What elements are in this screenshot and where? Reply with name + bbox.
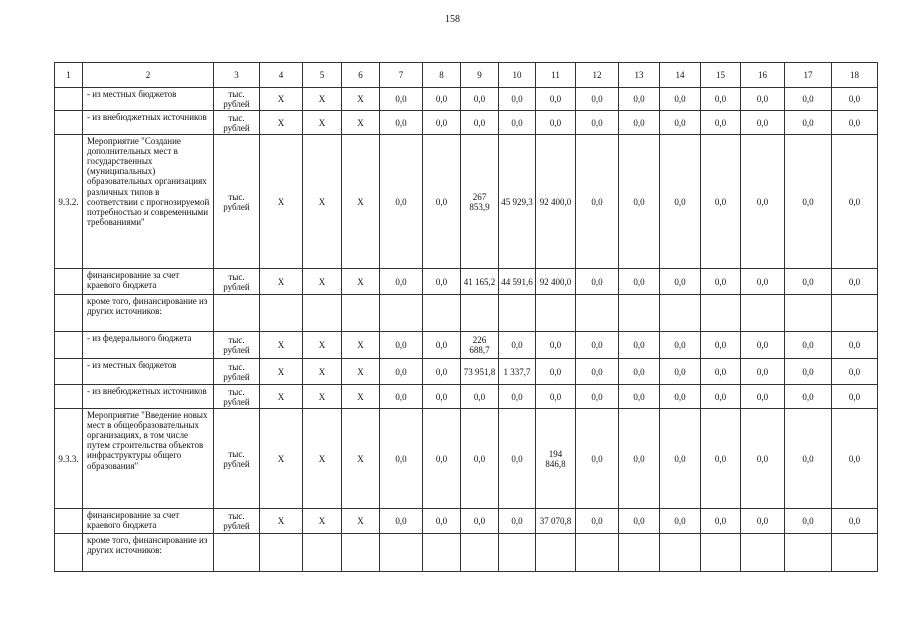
item-name-cell: Мероприятие "Создание дополнительных мест в государственных (муниципальных) образовательных организациях различных типов в соответствии с прогнозируемой потребностью и современными требованиями" bbox=[83, 135, 214, 269]
value-cell: 0,0 bbox=[499, 111, 536, 135]
value-cell: 0,0 bbox=[785, 111, 832, 135]
table-row bbox=[55, 359, 878, 385]
value-cell: 0,0 bbox=[785, 332, 832, 359]
value-cell bbox=[536, 534, 576, 572]
value-cell: 0,0 bbox=[576, 509, 619, 534]
value-cell: 0,0 bbox=[832, 135, 878, 269]
value-cell: 0,0 bbox=[380, 111, 423, 135]
value-cell: 0,0 bbox=[832, 111, 878, 135]
row-number-cell bbox=[55, 359, 83, 385]
value-cell: X bbox=[303, 409, 342, 509]
value-cell: 0,0 bbox=[536, 359, 576, 385]
value-cell: X bbox=[342, 409, 380, 509]
value-cell: X bbox=[342, 509, 380, 534]
value-cell: 0,0 bbox=[576, 332, 619, 359]
value-cell: 0,0 bbox=[741, 359, 785, 385]
row-number-cell: 9.3.3. bbox=[55, 409, 83, 509]
value-cell bbox=[423, 295, 461, 332]
item-name-cell: - из местных бюджетов bbox=[83, 88, 214, 111]
value-cell: тыс. рублей bbox=[214, 359, 260, 385]
value-cell bbox=[303, 295, 342, 332]
value-cell bbox=[461, 295, 499, 332]
item-name-cell: - из внебюджетных источников bbox=[83, 111, 214, 135]
value-cell: 0,0 bbox=[741, 332, 785, 359]
value-cell: 0,0 bbox=[576, 385, 619, 409]
value-cell: 0,0 bbox=[701, 359, 741, 385]
value-cell: 226 688,7 bbox=[461, 332, 499, 359]
value-cell bbox=[741, 534, 785, 572]
value-cell: 0,0 bbox=[660, 332, 701, 359]
value-cell: 0,0 bbox=[832, 88, 878, 111]
value-cell: 0,0 bbox=[741, 88, 785, 111]
value-cell: 0,0 bbox=[499, 332, 536, 359]
value-cell: 0,0 bbox=[701, 409, 741, 509]
value-cell: X bbox=[342, 135, 380, 269]
table-row bbox=[55, 332, 878, 359]
value-cell bbox=[832, 534, 878, 572]
value-cell: 0,0 bbox=[660, 135, 701, 269]
value-cell: 0,0 bbox=[499, 385, 536, 409]
value-cell bbox=[423, 534, 461, 572]
value-cell: 0,0 bbox=[832, 385, 878, 409]
value-cell: 0,0 bbox=[536, 88, 576, 111]
value-cell: 0,0 bbox=[741, 135, 785, 269]
header-cell: 10 bbox=[499, 63, 536, 88]
value-cell: 0,0 bbox=[576, 111, 619, 135]
row-number-cell bbox=[55, 332, 83, 359]
value-cell: 0,0 bbox=[619, 135, 660, 269]
value-cell: X bbox=[303, 88, 342, 111]
value-cell: тыс. рублей bbox=[214, 385, 260, 409]
header-cell: 17 bbox=[785, 63, 832, 88]
value-cell: 0,0 bbox=[423, 111, 461, 135]
value-cell: 0,0 bbox=[832, 509, 878, 534]
item-name-cell: кроме того, финансирование из других источников: bbox=[83, 534, 214, 572]
value-cell bbox=[260, 295, 303, 332]
value-cell bbox=[342, 295, 380, 332]
value-cell: 0,0 bbox=[701, 111, 741, 135]
header-cell: 7 bbox=[380, 63, 423, 88]
item-name-cell: Мероприятие "Введение новых мест в общеобразовательных организациях, в том числе путем строительства объектов инфраструктуры общего образования" bbox=[83, 409, 214, 509]
header-cell: 4 bbox=[260, 63, 303, 88]
value-cell: X bbox=[260, 359, 303, 385]
table-row bbox=[55, 269, 878, 295]
table-row bbox=[55, 135, 878, 269]
value-cell bbox=[380, 295, 423, 332]
row-number-cell bbox=[55, 509, 83, 534]
value-cell: 0,0 bbox=[423, 509, 461, 534]
value-cell: тыс. рублей bbox=[214, 509, 260, 534]
value-cell: тыс. рублей bbox=[214, 332, 260, 359]
value-cell: 0,0 bbox=[701, 269, 741, 295]
value-cell bbox=[832, 295, 878, 332]
row-number-cell bbox=[55, 534, 83, 572]
header-row bbox=[55, 63, 878, 88]
value-cell: 0,0 bbox=[423, 135, 461, 269]
value-cell: X bbox=[303, 359, 342, 385]
budget-table bbox=[54, 62, 878, 572]
table-row bbox=[55, 385, 878, 409]
value-cell: X bbox=[342, 88, 380, 111]
header-cell: 6 bbox=[342, 63, 380, 88]
header-cell: 3 bbox=[214, 63, 260, 88]
value-cell: 45 929,3 bbox=[499, 135, 536, 269]
table-row bbox=[55, 111, 878, 135]
value-cell: 0,0 bbox=[785, 135, 832, 269]
item-name-cell: - из местных бюджетов bbox=[83, 359, 214, 385]
value-cell: 0,0 bbox=[832, 409, 878, 509]
row-number-cell bbox=[55, 269, 83, 295]
value-cell: 0,0 bbox=[380, 332, 423, 359]
value-cell bbox=[461, 534, 499, 572]
value-cell: 0,0 bbox=[461, 88, 499, 111]
value-cell bbox=[214, 295, 260, 332]
value-cell bbox=[214, 534, 260, 572]
value-cell: 0,0 bbox=[660, 269, 701, 295]
value-cell bbox=[303, 534, 342, 572]
value-cell bbox=[499, 295, 536, 332]
value-cell: 0,0 bbox=[576, 269, 619, 295]
value-cell: X bbox=[260, 88, 303, 111]
header-cell: 5 bbox=[303, 63, 342, 88]
value-cell: X bbox=[342, 332, 380, 359]
header-cell: 15 bbox=[701, 63, 741, 88]
value-cell: 0,0 bbox=[576, 88, 619, 111]
value-cell: 0,0 bbox=[619, 269, 660, 295]
header-cell: 11 bbox=[536, 63, 576, 88]
value-cell: X bbox=[260, 332, 303, 359]
value-cell: 0,0 bbox=[536, 111, 576, 135]
header-cell: 1 bbox=[55, 63, 83, 88]
value-cell: 0,0 bbox=[741, 111, 785, 135]
value-cell bbox=[499, 534, 536, 572]
value-cell: 0,0 bbox=[660, 88, 701, 111]
value-cell: 0,0 bbox=[701, 88, 741, 111]
value-cell: 0,0 bbox=[701, 135, 741, 269]
header-cell: 2 bbox=[83, 63, 214, 88]
value-cell: 0,0 bbox=[619, 332, 660, 359]
value-cell: 41 165,2 bbox=[461, 269, 499, 295]
row-number-cell bbox=[55, 295, 83, 332]
value-cell: 0,0 bbox=[832, 359, 878, 385]
value-cell: X bbox=[260, 111, 303, 135]
value-cell bbox=[701, 295, 741, 332]
value-cell: 0,0 bbox=[461, 385, 499, 409]
header-cell: 9 bbox=[461, 63, 499, 88]
value-cell: 44 591,6 bbox=[499, 269, 536, 295]
value-cell: тыс. рублей bbox=[214, 111, 260, 135]
value-cell: 0,0 bbox=[423, 409, 461, 509]
value-cell: 92 400,0 bbox=[536, 269, 576, 295]
value-cell: 0,0 bbox=[423, 359, 461, 385]
value-cell bbox=[660, 534, 701, 572]
value-cell: 0,0 bbox=[619, 111, 660, 135]
table-row bbox=[55, 295, 878, 332]
value-cell: 0,0 bbox=[701, 385, 741, 409]
value-cell: 0,0 bbox=[660, 509, 701, 534]
value-cell: 0,0 bbox=[380, 409, 423, 509]
value-cell: 0,0 bbox=[701, 509, 741, 534]
value-cell: X bbox=[260, 385, 303, 409]
value-cell bbox=[342, 534, 380, 572]
value-cell bbox=[660, 295, 701, 332]
value-cell: X bbox=[342, 359, 380, 385]
value-cell: 73 951,8 bbox=[461, 359, 499, 385]
row-number-cell bbox=[55, 385, 83, 409]
header-cell: 12 bbox=[576, 63, 619, 88]
value-cell bbox=[785, 534, 832, 572]
row-number-cell: 9.3.2. bbox=[55, 135, 83, 269]
value-cell: 0,0 bbox=[380, 135, 423, 269]
value-cell: 0,0 bbox=[701, 332, 741, 359]
table-row bbox=[55, 534, 878, 572]
value-cell: 0,0 bbox=[619, 509, 660, 534]
value-cell bbox=[741, 295, 785, 332]
value-cell bbox=[576, 295, 619, 332]
value-cell: X bbox=[342, 111, 380, 135]
value-cell bbox=[785, 295, 832, 332]
header-cell: 18 bbox=[832, 63, 878, 88]
value-cell bbox=[380, 534, 423, 572]
table-row bbox=[55, 509, 878, 534]
value-cell bbox=[619, 295, 660, 332]
value-cell bbox=[701, 534, 741, 572]
value-cell: 0,0 bbox=[536, 385, 576, 409]
item-name-cell: финансирование за счет краевого бюджета bbox=[83, 509, 214, 534]
value-cell: 267 853,9 bbox=[461, 135, 499, 269]
value-cell bbox=[260, 534, 303, 572]
value-cell: X bbox=[303, 135, 342, 269]
value-cell: X bbox=[303, 385, 342, 409]
value-cell: 0,0 bbox=[499, 409, 536, 509]
value-cell: 0,0 bbox=[461, 111, 499, 135]
table-row bbox=[55, 409, 878, 509]
value-cell bbox=[576, 534, 619, 572]
value-cell: X bbox=[342, 269, 380, 295]
value-cell: 0,0 bbox=[619, 359, 660, 385]
value-cell: 0,0 bbox=[785, 385, 832, 409]
value-cell: 0,0 bbox=[619, 88, 660, 111]
value-cell: 0,0 bbox=[499, 88, 536, 111]
value-cell bbox=[619, 534, 660, 572]
value-cell: тыс. рублей bbox=[214, 135, 260, 269]
value-cell: X bbox=[260, 135, 303, 269]
row-number-cell bbox=[55, 88, 83, 111]
value-cell: 0,0 bbox=[536, 332, 576, 359]
row-number-cell bbox=[55, 111, 83, 135]
value-cell: 0,0 bbox=[785, 269, 832, 295]
header-cell: 16 bbox=[741, 63, 785, 88]
value-cell: X bbox=[303, 509, 342, 534]
value-cell: 0,0 bbox=[619, 409, 660, 509]
value-cell: 0,0 bbox=[461, 409, 499, 509]
item-name-cell: - из внебюджетных источников bbox=[83, 385, 214, 409]
value-cell: 0,0 bbox=[619, 385, 660, 409]
value-cell: X bbox=[260, 269, 303, 295]
value-cell: 0,0 bbox=[423, 88, 461, 111]
value-cell: 0,0 bbox=[785, 509, 832, 534]
value-cell: 0,0 bbox=[785, 88, 832, 111]
value-cell: 0,0 bbox=[380, 359, 423, 385]
header-cell: 14 bbox=[660, 63, 701, 88]
value-cell: 0,0 bbox=[832, 269, 878, 295]
value-cell: X bbox=[303, 111, 342, 135]
header-cell: 8 bbox=[423, 63, 461, 88]
value-cell: 1 337,7 bbox=[499, 359, 536, 385]
value-cell: 194 846,8 bbox=[536, 409, 576, 509]
value-cell: 0,0 bbox=[423, 332, 461, 359]
value-cell: 0,0 bbox=[461, 509, 499, 534]
value-cell: 0,0 bbox=[660, 359, 701, 385]
value-cell: X bbox=[260, 509, 303, 534]
value-cell: 0,0 bbox=[380, 269, 423, 295]
page-number: 158 bbox=[445, 14, 460, 25]
value-cell: 0,0 bbox=[576, 409, 619, 509]
value-cell: 0,0 bbox=[423, 385, 461, 409]
value-cell: 0,0 bbox=[741, 509, 785, 534]
value-cell: тыс. рублей bbox=[214, 409, 260, 509]
item-name-cell: кроме того, финансирование из других источников: bbox=[83, 295, 214, 332]
value-cell: 0,0 bbox=[785, 409, 832, 509]
value-cell: 0,0 bbox=[832, 332, 878, 359]
value-cell: 0,0 bbox=[660, 111, 701, 135]
value-cell: тыс. рублей bbox=[214, 88, 260, 111]
value-cell: X bbox=[303, 332, 342, 359]
value-cell: 0,0 bbox=[741, 269, 785, 295]
value-cell: X bbox=[260, 409, 303, 509]
value-cell: 0,0 bbox=[380, 88, 423, 111]
value-cell: 0,0 bbox=[380, 509, 423, 534]
value-cell: 0,0 bbox=[576, 135, 619, 269]
value-cell: 0,0 bbox=[576, 359, 619, 385]
value-cell: 0,0 bbox=[660, 409, 701, 509]
value-cell: X bbox=[303, 269, 342, 295]
value-cell: X bbox=[342, 385, 380, 409]
item-name-cell: финансирование за счет краевого бюджета bbox=[83, 269, 214, 295]
header-cell: 13 bbox=[619, 63, 660, 88]
value-cell: 0,0 bbox=[785, 359, 832, 385]
value-cell: 0,0 bbox=[660, 385, 701, 409]
value-cell bbox=[536, 295, 576, 332]
value-cell: 0,0 bbox=[423, 269, 461, 295]
value-cell: 0,0 bbox=[741, 385, 785, 409]
value-cell: 0,0 bbox=[499, 509, 536, 534]
item-name-cell: - из федерального бюджета bbox=[83, 332, 214, 359]
table-row bbox=[55, 88, 878, 111]
value-cell: 92 400,0 bbox=[536, 135, 576, 269]
value-cell: 0,0 bbox=[380, 385, 423, 409]
value-cell: 0,0 bbox=[741, 409, 785, 509]
value-cell: 37 070,8 bbox=[536, 509, 576, 534]
value-cell: тыс. рублей bbox=[214, 269, 260, 295]
